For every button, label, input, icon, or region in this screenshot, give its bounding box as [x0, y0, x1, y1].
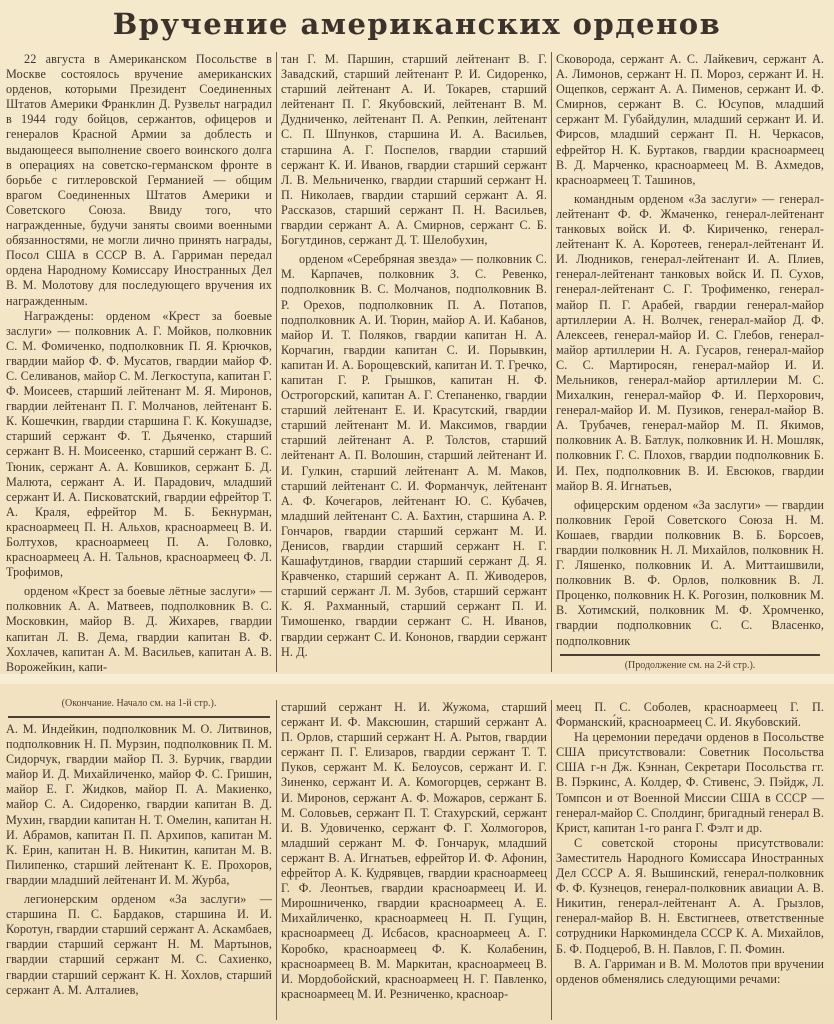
paragraph: Сковорода, сержант А. С. Лайкевич, сержант А. А. Лимонов, сержант Н. П. Мороз, сержант И. Н. Ощепков, сержант А. А. Пименов, сержант И. Ф. Смирнов, сержант В. С. Юсупов, младший сержант М. Губайдулин, младший сержант И. И. Фирсов, младший сержант П. Н. Черкасов, ефрейтор Н. К. Буртаков, гвардии красноармеец В. Д. Марченко, красноармеец М. В. Ахмедов, красноармеец Т. Ташинов, [556, 52, 824, 187]
conclusion-note: (Окончание. Начало см. на 1-й стр.). [61, 698, 217, 709]
paragraph: В. А. Гарриман и В. М. Молотов при вручении орденов обменялись следующими речами: [556, 956, 824, 986]
paragraph: А. М. Индейкин, подполковник М. О. Литвинов, подполковник Н. П. Мурзин, подполковник П. М. Сидорчук, гвардии майор П. З. Бурчик, гвардии майор И. Д. Михайличенко, майор Ф. С. Гришин, майор Е. Г. Жидков, майор П. А. Макиенко, майор С. А. Сидоренко, гвардии капитан В. Д. Мухин, гвардии капитан Н. Т. Омелин, капитан Н. И. Абрамов, капитан П. П. Архипов, капитан М. К. Ерин, капитан Н. В. Никитин, капитан М. В. Пилипенко, старший лейтенант К. Е. Прохоров, гвардии младший лейтенант И. М. Журба, [6, 722, 272, 887]
paragraph: 22 августа в Американском Посольстве в Москве состоялось вручение американских орденов, которыми Президент Соединенных Штатов Америки Франклин Д. Рузвельт наградил в 1944 году бойцов, сержантов, офицеров и генералов Красной Армии за доблесть и выдающееся выполнение своего воинского долга в операциях на советско-германском фронте в борьбе с гитлеровской Германией — общим врагом Соединенных Штатов Америки и Советского Союза. Ввиду того, что награжденные, будучи заняты своими военными обязанностями, не могли лично принять награды, Посол США в СССР В. А. Гарриман передал ордена Народному Комиссару Иностранных Дел В. М. Молотову для последующего вручения их награжденным. [6, 52, 272, 308]
paragraph: офицерским орденом «За заслуги» — гвардии полковник Герой Советского Союза Н. М. Кошаев, гвардии полковник В. Б. Борсоев, гвардии полковник Н. Л. Михайлов, полковник Н. Г. Ляшенко, полковник И. А. Миттаишвили, полковник В. Ф. Орлов, полковник В. Л. Проценко, полковник Н. К. Рогозин, полковник М. В. Хотимский, полковник М. Ф. Хромченко, гвардии подполковник С. С. Власенко, подполковник [556, 497, 824, 648]
column-divider [551, 52, 552, 672]
part1-column-2 [281, 52, 547, 660]
column-divider [276, 52, 277, 672]
continuation-rule [560, 654, 820, 656]
paragraph: орденом «Серебряная звезда» — полковник С. М. Карпачев, полковник З. С. Ревенко, подполковник В. С. Молчанов, подполковник В. Р. Орехов, подполковник П. А. Потапов, подполковник А. И. Тюрин, майор А. И. Кабанов, майор И. Т. Поляков, гвардии капитан Н. А. Корчагин, гвардии капитан С. И. Порывкин, капитан И. А. Борощевский, капитан И. Т. Гречко, капитан Г. Р. Грышков, капитан Н. Ф. Острогорский, капитан А. Г. Степаненко, гвардии старший лейтенант Е. И. Красутский, гвардии старший лейтенант М. И. Максимов, гвардии старший лейтенант А. Р. Толстов, старший лейтенант А. П. Волошин, старший лейтенант И. И. Гулкин, старший лейтенант А. М. Маков, старший лейтенант С. И. Форманчук, лейтенант А. Ф. Кочегаров, лейтенант Ю. С. Кубачев, младший лейтенант С. А. Бахтин, старшина А. Р. Гончаров, гвардии старший сержант М. И. Денисов, гвардии старший сержант Н. Г. Кашафутдинов, гвардии старший сержант Д. Я. Кравченко, старший сержант А. П. Живодеров, старший сержант Л. М. Зубов, старший сержант К. Я. Рахманный, старший сержант П. И. Тимошенко, гвардии сержант С. Н. Иванов, гвардии сержант С. И. Кононов, гвардии сержант Н. Д. [281, 252, 547, 659]
part2-column-2 [281, 700, 547, 1002]
paragraph: С советской стороны присутствовали: Заместитель Народного Комиссара Иностранных Дел СССР А. Я. Вышинский, генерал-полковник Ф. Ф. Кузнецов, генерал-полковник авиации А. В. Никитин, генерал-лейтенант А. А. Грызлов, генерал-майор В. Н. Евстигнеев, ответственные сотрудники Наркоминдела СССР К. А. Михайлов, Б. Ф. Подцероб, В. Н. Павлов, Г. П. Фомин. [556, 835, 824, 956]
continued-note: (Продолжение см. на 2-й стр.). [624, 660, 756, 671]
part1-column-1 [6, 52, 272, 675]
paragraph: тан Г. М. Паршин, старший лейтенант В. Г. Завадский, старший лейтенант Р. И. Сидоренко, старший лейтенант А. И. Токарев, старший лейтенант П. Г. Якубовский, лейтенант В. М. Дудниченко, лейтенант П. А. Репкин, лейтенант С. П. Шпунков, старшина И. А. Васильев, старшина А. Г. Поспелов, гвардии старший сержант К. И. Иванов, гвардии старший сержант Л. В. Мельниченко, гвардии старший сержант Н. П. Николаев, гвардии старший сержант А. Я. Рассказов, старший сержант П. Н. Васильев, гвардии сержант А. А. Смирнов, сержант С. Б. Богутдинов, сержант Д. Т. Шелобухин, [281, 52, 547, 248]
paragraph: командным орденом «За заслуги» — генерал-лейтенант Ф. Ф. Жмаченко, генерал-лейтенант танковых войск И. Ф. Кириченко, генерал-лейтенант К. А. Коротеев, генерал-лейтенант И. И. Людников, генерал-лейтенант И. А. Плиев, генерал-лейтенант танковых войск И. П. Сухов, генерал-лейтенант С. Г. Трофименко, генерал-майор П. Г. Арабей, гвардии генерал-майор артиллерии А. Н. Волчек, генерал-майор Д. Ф. Алексеев, генерал-майор И. С. Глебов, генерал-майор артиллерии Н. А. Гусаров, генерал-майор С. С. Мартиросян, генерал-майор И. И. Мельников, генерал-майор артиллерии М. С. Михалкин, генерал-майор Ф. И. Перхорович, генерал-майор И. М. Пузиков, генерал-майор В. А. Трубачев, генерал-майор М. П. Якимов, полковник А. В. Батлук, полковник И. Н. Мошляк, полковник Г. С. Плохов, гвардии подполковник Б. И. Пех, подполковник В. И. Евсюков, гвардии майор В. Я. Игнатьев, [556, 191, 824, 493]
paragraph: меец П. С. Соболев, красноармеец Г. П. Формански́й, красноармеец С. И. Якубовский. [556, 700, 824, 730]
page-gap [0, 674, 834, 684]
column-divider [276, 700, 277, 1020]
paragraph: легионерским орденом «За заслуги» — старшина П. С. Бардаков, старшина И. И. Коротун, гвардии старший сержант А. Аскамбаев, гвардии старший сержант Н. М. Мартынов, гвардии старший сержант М. С. Сахиенко, гвардии старший сержант К. Н. Хохлов, старший сержант А. М. Алталиев, [6, 892, 272, 997]
paragraph: орденом «Крест за боевые лётные заслуги» — полковник А. А. Матвеев, подполковник В. С. Московкин, майор В. Д. Жихарев, гвардии капитан Л. В. Дема, гвардии капитан В. Ф. Хохлачев, капитан А. М. Васильев, капитан А. В. Ворожейкин, капи- [6, 584, 272, 674]
paragraph: Награждены: орденом «Крест за боевые заслуги» — полковник А. Г. Мойков, полковник С. М. Фомиченко, подполковник П. Я. Крючков, гвардии майор Ф. Ф. Мусатов, гвардии майор Ф. С. Селиванов, майор С. М. Легкоступа, капитан Г. Ф. Моисеев, старший лейтенант М. Я. Миронов, гвардии лейтенант П. Г. Молчанов, лейтенант Б. К. Кошечкин, гвардии старшина Г. К. Кокушадзе, старший сержант Ф. Т. Дьяченко, старший сержант В. Н. Моисеенко, старший сержант В. С. Тюник, сержант А. А. Ковшиков, сержант Б. Д. Малюта, сержант А. И. Парадович, младший сержант И. А. Писковатский, гвардии ефрейтор Т. А. Краля, ефрейтор М. Б. Бекнурман, красноармеец П. Н. Альхов, красноармеец В. И. Болтухов, красноармеец П. А. Головко, красноармеец А. Н. Тальнов, красноармеец Ф. Л. Трофимов, [6, 308, 272, 580]
paragraph: На церемонии передачи орденов в Посольстве США присутствовали: Советник Посольства США г-н Дж. Кэннан, Секретари Посольства гг. В. Пэркинс, А. Колдер, Ф. Стивенс, Э. Пэйдж, Л. Томпсон и от Военной Миссии США в СССР — генерал-майор С. Сполдинг, бригадный генерал В. Крист, капитан 1-го ранга Г. Фэлт и др. [556, 730, 824, 835]
article-title: Вручение американских орденов [112, 7, 722, 41]
paragraph: старший сержант Н. И. Жужома, старший сержант И. Ф. Максюшин, старший сержант А. П. Орлов, старший сержант Н. А. Рытов, гвардии сержант П. Г. Елизаров, гвардии сержант Т. Т. Пуков, сержант М. К. Белоусов, сержант И. Г. Зиненко, сержант И. А. Комогорцев, сержант В. И. Миронов, сержант А. Ф. Можаров, сержант Б. М. Соловьев, сержант П. Т. Стахурский, сержант И. В. Удовиченко, сержант Ф. Г. Холмогоров, младший сержант М. Ф. Гончарук, младший сержант В. А. Игнатьев, ефрейтор И. Ф. Афонин, ефрейтор А. К. Кудрявцев, гвардии красноармеец Г. Ф. Леонтьев, гвардии красноармеец И. И. Мирошниченко, гвардии красноармеец А. Е. Михайличенко, красноармеец Н. П. Гущин, красноармеец Д. Исбасов, красноармеец А. Г. Коробко, красноармеец Ф. К. Колабенин, красноармеец В. М. Маркитан, красноармеец В. И. Мордобойский, красноармеец Н. Г. Павленко, красноармеец М. И. Резниченко, красноар- [281, 700, 547, 1001]
conclusion-rule [8, 716, 270, 718]
part1-column-3 [556, 52, 824, 649]
column-divider [551, 700, 552, 1020]
part2-column-1 [6, 722, 272, 998]
part2-column-3 [556, 700, 824, 987]
